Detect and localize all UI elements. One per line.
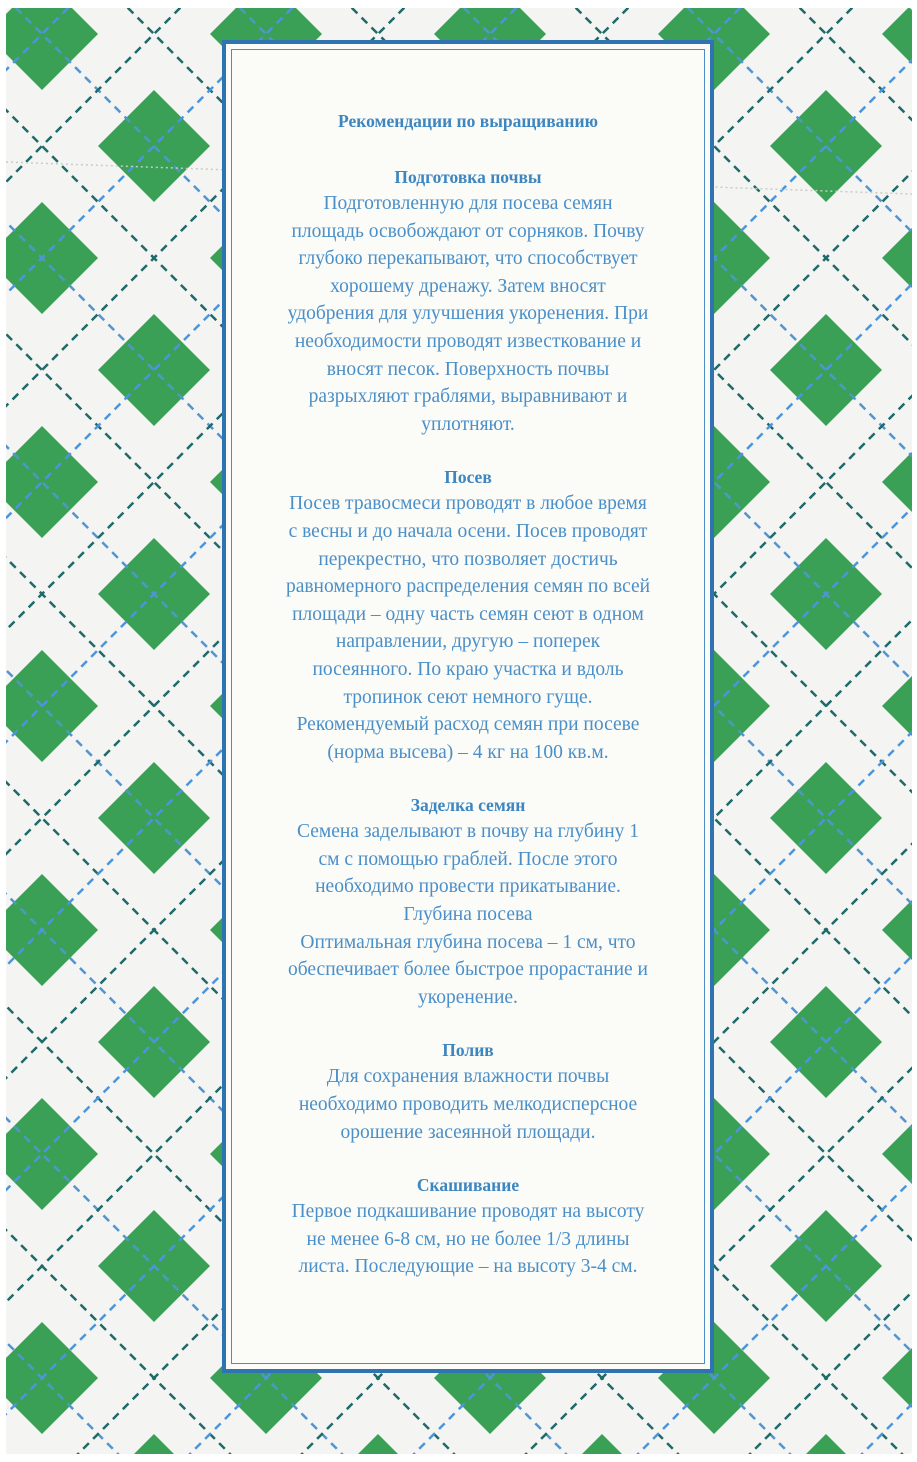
section-text-line: необходимо провести прикатывание.	[315, 876, 621, 898]
green-diamond	[6, 1098, 98, 1210]
section-text-line: Оптимальная глубина посева – 1 см, что	[300, 931, 636, 953]
green-diamond	[882, 8, 912, 90]
section-text-line: с весны и до начала осени. Посев проводят	[288, 520, 648, 542]
green-diamond	[882, 874, 912, 986]
section-3	[256, 1037, 680, 1146]
section-text-line: обеспечивает более быстрое прорастание и	[288, 959, 648, 981]
section-text-line: разрыхляют граблями, выравнивают и	[308, 386, 628, 408]
section-text-line: см с помощью граблей. После этого	[318, 848, 618, 870]
section-text-line: не менее 6-8 см, но не более 1/3 длины	[306, 1228, 630, 1250]
section-heading: Посев	[444, 467, 492, 488]
green-diamond	[882, 650, 912, 762]
instructions-panel	[222, 40, 714, 1373]
section-4	[256, 1172, 680, 1281]
section-1	[256, 464, 680, 766]
instructions-title: Рекомендации по выращиванию	[338, 111, 598, 131]
green-diamond	[882, 1322, 912, 1434]
section-0	[256, 164, 680, 438]
section-text-line: Для сохранения влажности почвы	[326, 1066, 610, 1088]
instructions-content	[256, 108, 680, 1307]
section-text-line: необходимо проводить мелкодисперсное	[298, 1094, 638, 1116]
section-text-line: глубоко перекапывают, что способствует	[298, 248, 638, 270]
section-text-line: укоренение.	[418, 986, 518, 1008]
section-text-line: посеянного. По краю участка и вдоль	[312, 658, 624, 680]
green-diamond	[6, 202, 98, 314]
section-text-line: площадь освобождают от сорняков. Почву	[291, 220, 645, 242]
section-text-line: Глубина посева	[403, 904, 533, 926]
section-heading: Скашивание	[416, 1175, 520, 1196]
section-heading: Заделка семян	[410, 795, 526, 816]
green-diamond	[98, 1434, 210, 1454]
section-text-line: орошение засеянной площади.	[340, 1121, 596, 1143]
green-diamond	[882, 426, 912, 538]
section-2	[256, 792, 680, 1011]
section-text-line: вносят песок. Поверхность почвы	[326, 358, 610, 380]
green-diamond	[6, 8, 98, 90]
green-diamond	[882, 202, 912, 314]
green-diamond	[6, 650, 98, 762]
section-text-line: равномерного распределения семян по всей	[285, 576, 651, 598]
dashed-line	[850, 8, 912, 1454]
green-diamond	[98, 762, 210, 874]
section-text-line: удобрения для улучшения укоренения. При	[287, 303, 649, 325]
section-text-line: Посев травосмеси проводят в любое время	[289, 493, 647, 515]
section-text-line: тропинок сеют немного гуще.	[343, 686, 593, 708]
green-diamond	[546, 1434, 658, 1454]
section-text-line: листа. Последующие – на высоту 3-4 см.	[298, 1256, 638, 1278]
section-text-line: направлении, другую – поперек	[335, 631, 601, 653]
green-diamond	[6, 426, 98, 538]
instructions-sections	[256, 164, 680, 1281]
green-diamond	[6, 1322, 98, 1434]
section-text-line: площади – одну часть семян сеют в одном	[292, 603, 644, 625]
seed-bag-back	[6, 8, 912, 1454]
green-diamond	[770, 1434, 882, 1454]
green-diamond	[322, 1434, 434, 1454]
section-text-line: хорошему дренажу. Затем вносят	[330, 275, 606, 297]
section-text-line: перекрестно, что позволяет достичь	[318, 548, 618, 570]
section-text-line: (норма высева) – 4 кг на 100 кв.м.	[327, 741, 609, 763]
green-diamond	[882, 1098, 912, 1210]
green-diamond	[770, 762, 882, 874]
section-text-line: Рекомендуемый расход семян при посеве	[296, 714, 640, 736]
section-text-line: уплотняют.	[421, 413, 515, 435]
section-text-line: Первое подкашивание проводят на высоту	[291, 1201, 645, 1223]
section-text-line: Семена заделывают в почву на глубину 1	[296, 821, 640, 843]
section-text-line: Подготовленную для посева семян	[323, 193, 613, 214]
section-text-line: необходимости проводят известкование и	[294, 330, 642, 352]
section-heading: Полив	[442, 1040, 494, 1061]
green-diamond	[6, 874, 98, 986]
section-heading: Подготовка почвы	[394, 167, 542, 187]
